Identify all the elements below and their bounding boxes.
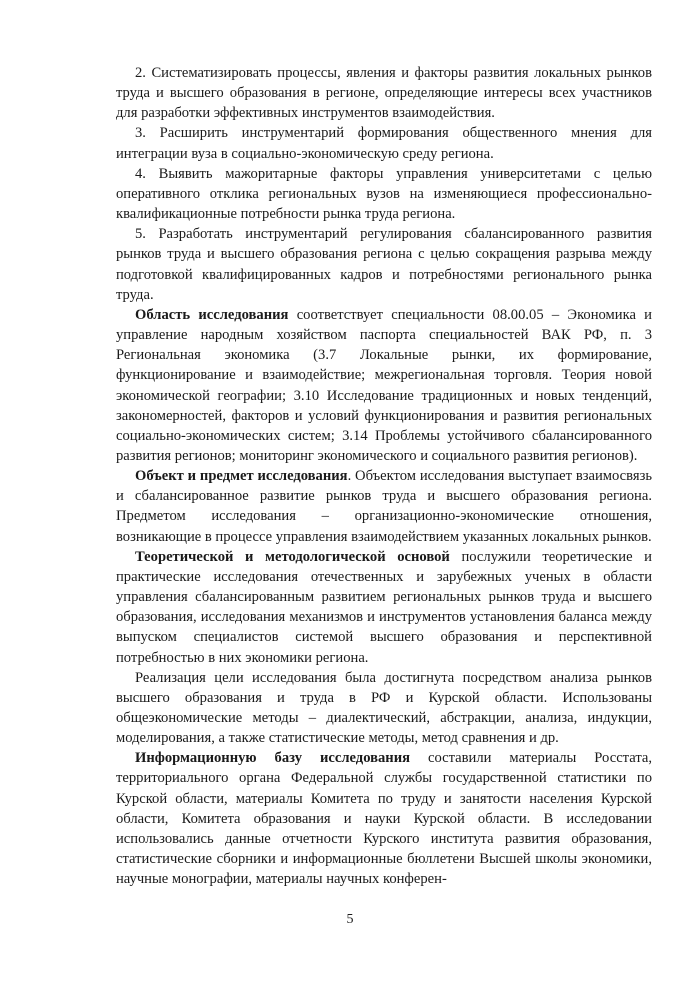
paragraph-text: 4. Выявить мажоритарные факторы управления университетами с целью оперативного отклика региональных вузов на изменяющиеся профессионально-квалификационные потребности рынка труда региона. [116,165,652,223]
paragraph-text: послужили теоретические и практические исследования отечественных и зарубежных ученых в области управления сбалансированным развитием региональных рынков труда и высшего образования, исследования механизмов и инструментов установления баланса между выпуском специалистов системой высшего образования и перспективной потребностью в них экономики региона. [116,548,652,666]
paragraph [116,164,652,224]
paragraph [116,63,652,123]
paragraph-text: соответствует специальности 08.00.05 – Экономика и управление народным хозяйством паспорта специальностей ВАК РФ, п. 3 Региональная экономика (3.7 Локальные рынки, их формирование, функционирование и взаимодействие; межрегиональная торговля. Теория новой экономической географии; 3.10 Исследование традиционных и новых тенденций, закономерностей, факторов и условий функционирования и развития региональных социально-экономических систем; 3.14 Проблемы устойчивого сбалансированного развития регионов; мониторинг экономического и социального развития регионов). [116,306,652,464]
paragraph-lead: Область исследования [135,306,289,323]
paragraph-text: 5. Разработать инструментарий регулирования сбалансированного развития рынков труда и высшего образования региона с целью сокращения разрыва между подготовкой квалифицированных кадров и потребностями регионального рынка труда. [116,226,652,303]
paragraph-lead: Объект и предмет исследования [135,468,348,485]
body-text [116,63,652,889]
paragraph-text: . Объектом исследования выступает взаимосвязь и сбалансированное развитие рынков труда и высшего образования региона. Предметом исследования – организационно-экономические отношения, возникающие в процессе управления взаимодействием указанных локальных рынков. [116,468,652,545]
paragraph-lead: Информационную базу исследования [135,750,411,767]
paragraph [116,547,652,668]
paragraph-text: 3. Расширить инструментарий формирования общественного мнения для интеграции вуза в социально-экономическую среду региона. [116,125,652,162]
page-number: 5 [346,912,354,927]
paragraph-text: составили материалы Росстата, территориального органа Федеральной службы государственной статистики по Курской области, материалы Комитета по труду и занятости населения Курской области, Комитета образования и науки Курской области. В исследовании использовались данные отчетности Курского института развития образования, статистические сборники и информационные бюллетени Высшей школы экономики, научные монографии, материалы научных конферен- [116,750,653,888]
paragraph-lead: Теоретической и методологической основой [135,548,450,565]
paragraph-text: Реализация цели исследования была достигнута посредством анализа рынков высшего образования и труда в РФ и Курской области. Использованы общеэкономические методы – диалектический, абстракции, анализа, индукции, моделирования, а также статистические методы, метод сравнения и др. [116,669,652,747]
paragraph [116,466,652,547]
paragraph [116,668,652,749]
paragraph-text: 2. Систематизировать процессы, явления и факторы развития локальных рынков труда и высшего образования в регионе, определяющие интересы всех участников для разработки эффективных инструментов взаимодействия. [116,65,652,122]
paragraph [116,748,652,889]
paragraph [116,224,652,305]
paragraph [116,305,652,466]
paragraph [116,123,652,163]
